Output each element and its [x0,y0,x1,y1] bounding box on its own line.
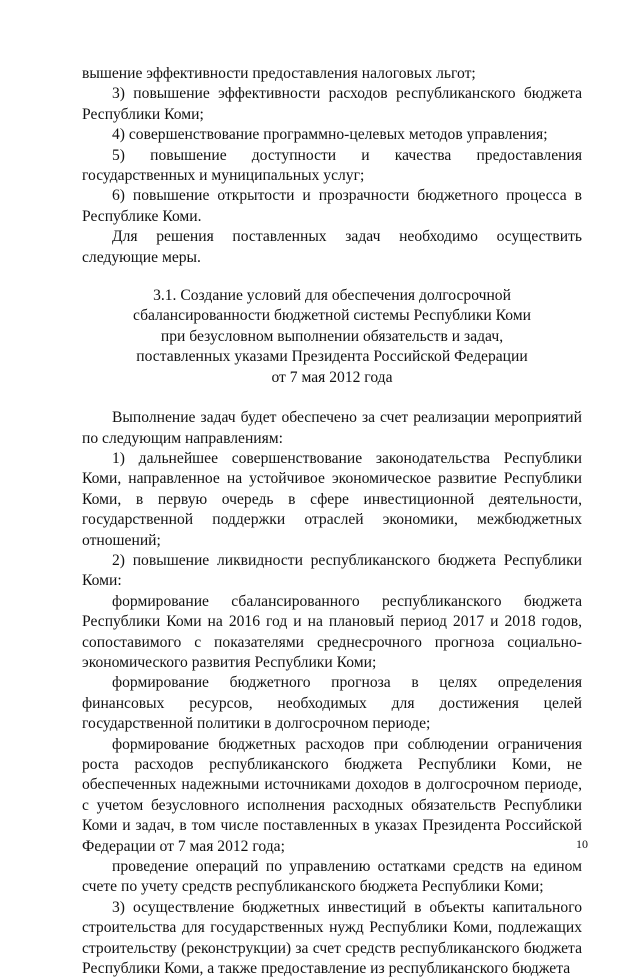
paragraph: Выполнение задач будет обеспечено за счет реализации мероприятий по следующим направлениям: [82,409,582,447]
paragraph: 1) дальнейшее совершенствование законодательства Республики Коми, направленное на устойчивое экономическое развитие Республики Коми, в первую очередь в сфере инвестиционной деятельности, государственной поддержки отраслей экономики, межбюджетных отношений; [82,449,582,549]
section-heading-line: 3.1. Создание условий для обеспечения долгосрочной [153,287,511,305]
section-heading-line: при безусловном выполнении обязательств и задач, [160,327,504,345]
paragraph: 4) совершенствование программно-целевых методов управления; [112,126,548,144]
paragraph: 3) осуществление бюджетных инвестиций в объекты капитального строительства для государственных нужд Республики Коми, подлежащих строительству (реконструкции) за счет средств республиканского бюджета Республики Коми, а также предоставление из республиканского бюджета [82,898,582,978]
paragraph: 5) повышение доступности и качества предоставления государственных и муниципальных услуг; [82,146,582,185]
section-heading [82,286,582,388]
paragraph: проведение операций по управлению остатками средств на едином счете по учету средств республиканского бюджета Республики Коми; [82,858,582,896]
paragraph: 6) повышение открытости и прозрачности бюджетного процесса в Республике Коми. [82,187,582,225]
paragraph: вышение эффективности предоставления налоговых льгот; [82,65,476,82]
page-number: 10 [576,837,588,851]
document-body [82,64,582,979]
paragraph: формирование бюджетного прогноза в целях определения финансовых ресурсов, необходимых для достижения целей государственной политики в долгосрочном периоде; [82,674,582,733]
paragraph: формирование сбалансированного республиканского бюджета Республики Коми на 2016 год и на плановый период 2017 и 2018 годов, сопоставимого с показателями среднесрочного прогноза социально-экономического развития Республики Коми; [82,592,582,671]
section-heading-line: поставленных указами Президента Российской Федерации [136,348,528,366]
section-heading-line: сбалансированности бюджетной системы Республики Коми [133,307,531,325]
paragraph: формирование бюджетных расходов при соблюдении ограничения роста расходов республиканского бюджета Республики Коми, не обеспеченных надежными источниками доходов в долгосрочном периоде, с учетом безусловного исполнения расходных обязательств Республики Коми и задач, в том числе поставленных в указах Президента Российской Федерации от 7 мая 2012 года; [82,735,582,855]
paragraph: 3) повышение эффективности расходов республиканского бюджета Республики Коми; [82,85,582,123]
paragraph: Для решения поставленных задач необходимо осуществить следующие меры. [82,228,582,266]
paragraph: 2) повышение ликвидности республиканского бюджета Республики Коми: [82,551,582,590]
section-heading-line: от 7 мая 2012 года [271,368,393,386]
